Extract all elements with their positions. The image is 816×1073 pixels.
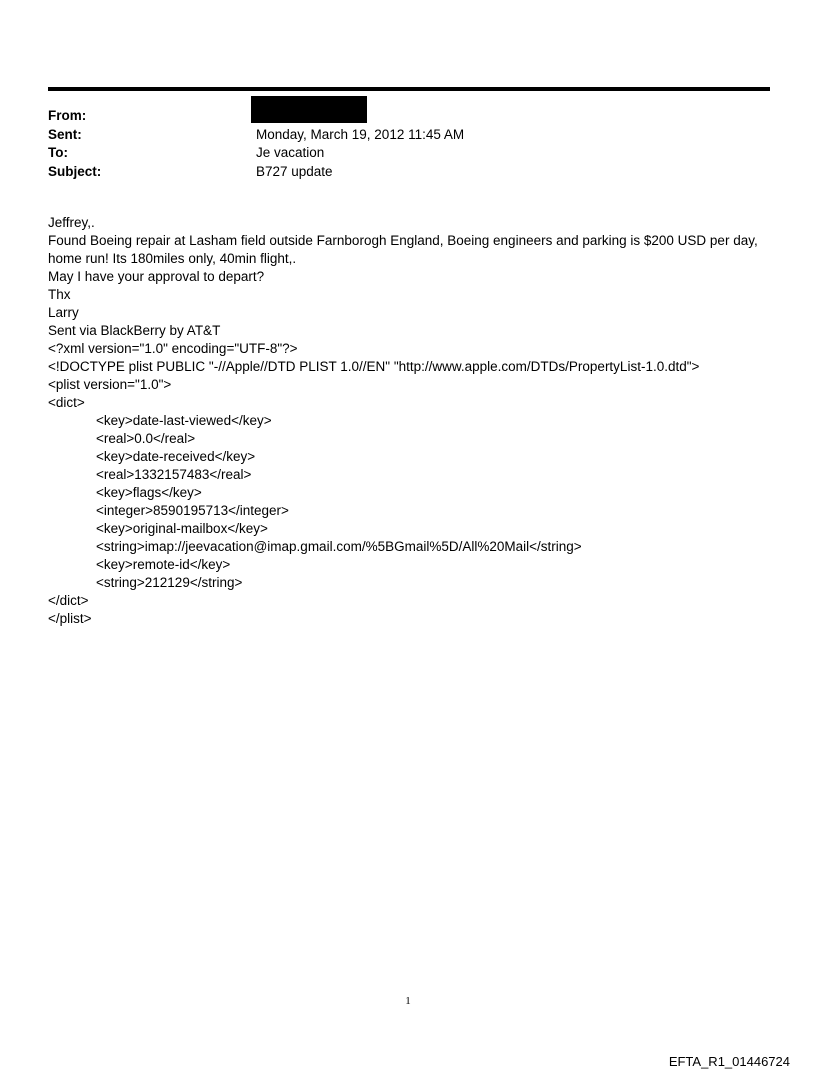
header-divider [48, 87, 770, 91]
xml-line: <key>date-last-viewed</key> [96, 413, 272, 428]
body-line: Larry [48, 305, 79, 320]
xml-line: <key>flags</key> [96, 485, 202, 500]
xml-line: </dict> [48, 593, 89, 608]
sent-row [48, 126, 770, 145]
body-line: Thx [48, 287, 71, 302]
body-line: home run! Its 180miles only, 40min flight,. [48, 251, 297, 266]
xml-line: <key>date-received</key> [96, 449, 256, 464]
body-line: Jeffrey,. [48, 215, 95, 230]
xml-line: <plist version="1.0"> [48, 377, 172, 392]
to-row [48, 144, 770, 163]
xml-line: </plist> [48, 611, 92, 626]
xml-line: <!DOCTYPE plist PUBLIC "-//Apple//DTD PLIST 1.0//EN" "http://www.apple.com/DTDs/PropertyList-1.0.dtd"> [48, 359, 700, 374]
email-header [48, 107, 770, 181]
page-number: 1 [405, 995, 411, 1007]
xml-line: <real>0.0</real> [96, 431, 196, 446]
bates-number: EFTA_R1_01446724 [668, 1054, 790, 1069]
xml-line: <key>remote-id</key> [96, 557, 231, 572]
from-label: From: [48, 108, 87, 123]
from-row [48, 107, 770, 126]
xml-line: <integer>8590195713</integer> [96, 503, 289, 518]
body-line: Found Boeing repair at Lasham field outside Farnborogh England, Boeing engineers and parking is $200 USD per day, [48, 233, 758, 248]
subject-row [48, 163, 770, 182]
xml-line: <dict> [48, 395, 85, 410]
body-line: May I have your approval to depart? [48, 269, 265, 284]
to-label: To: [48, 145, 68, 160]
email-body [48, 214, 788, 628]
xml-line: <string>imap://jeevacation@imap.gmail.com/%5BGmail%5D/All%20Mail</string> [96, 539, 582, 554]
to-value: Je vacation [256, 145, 325, 160]
xml-line: <key>original-mailbox</key> [96, 521, 268, 536]
subject-value: B727 update [256, 163, 333, 179]
xml-line: <?xml version="1.0" encoding="UTF-8"?> [48, 341, 298, 356]
sent-value: Monday, March 19, 2012 11:45 AM [256, 126, 465, 142]
redaction-box [251, 96, 367, 123]
subject-label: Subject: [48, 163, 102, 179]
body-line: Sent via BlackBerry by AT&T [48, 323, 221, 338]
xml-line: <string>212129</string> [96, 575, 243, 590]
xml-line: <real>1332157483</real> [96, 467, 252, 482]
sent-label: Sent: [48, 126, 82, 142]
